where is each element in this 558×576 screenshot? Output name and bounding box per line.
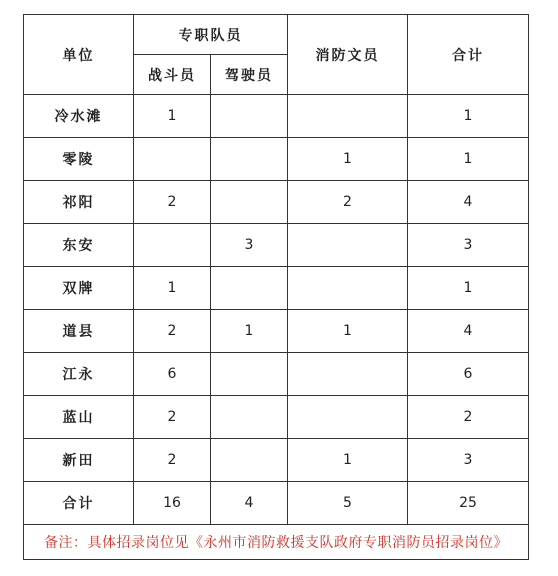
- header-fighter: 战斗员: [134, 55, 211, 95]
- table-row: [24, 267, 529, 310]
- cell-clerk: [288, 224, 408, 267]
- recruitment-table: [23, 14, 529, 560]
- table-row: [24, 181, 529, 224]
- cell-driver: [211, 439, 288, 482]
- footnote: 备注：具体招录岗位见《永州市消防救援支队政府专职消防员招录岗位》: [24, 525, 529, 560]
- total-driver: 4: [211, 482, 288, 525]
- cell-clerk: [288, 396, 408, 439]
- cell-clerk: 1: [288, 310, 408, 353]
- cell-total: 1: [408, 267, 529, 310]
- cell-total: 6: [408, 353, 529, 396]
- cell-driver: [211, 138, 288, 181]
- table-row: [24, 310, 529, 353]
- cell-fighter: 2: [134, 310, 211, 353]
- header-clerk: 消防文员: [288, 15, 408, 95]
- totals-label: 合计: [24, 482, 134, 525]
- header-unit: 单位: [24, 15, 134, 95]
- row-unit: 祁阳: [24, 181, 134, 224]
- row-unit: 冷水滩: [24, 95, 134, 138]
- cell-clerk: [288, 353, 408, 396]
- row-unit: 东安: [24, 224, 134, 267]
- cell-driver: 3: [211, 224, 288, 267]
- cell-clerk: 2: [288, 181, 408, 224]
- table-row: [24, 439, 529, 482]
- header-professional-group: 专职队员: [134, 15, 288, 55]
- cell-total: 4: [408, 181, 529, 224]
- cell-total: 3: [408, 224, 529, 267]
- cell-clerk: [288, 267, 408, 310]
- header-driver: 驾驶员: [211, 55, 288, 95]
- cell-driver: [211, 95, 288, 138]
- cell-total: 1: [408, 95, 529, 138]
- cell-fighter: 2: [134, 396, 211, 439]
- cell-fighter: [134, 138, 211, 181]
- table-row: [24, 353, 529, 396]
- table-row: [24, 95, 529, 138]
- note-row: [24, 525, 529, 560]
- cell-driver: [211, 396, 288, 439]
- table-row: [24, 224, 529, 267]
- cell-driver: [211, 267, 288, 310]
- cell-driver: 1: [211, 310, 288, 353]
- cell-total: 3: [408, 439, 529, 482]
- row-unit: 新田: [24, 439, 134, 482]
- cell-fighter: 2: [134, 181, 211, 224]
- cell-fighter: 6: [134, 353, 211, 396]
- cell-fighter: 2: [134, 439, 211, 482]
- totals-row: [24, 482, 529, 525]
- cell-clerk: 1: [288, 439, 408, 482]
- row-unit: 双牌: [24, 267, 134, 310]
- table-row: [24, 396, 529, 439]
- row-unit: 道县: [24, 310, 134, 353]
- cell-total: 1: [408, 138, 529, 181]
- cell-clerk: 1: [288, 138, 408, 181]
- cell-total: 2: [408, 396, 529, 439]
- total-fighter: 16: [134, 482, 211, 525]
- cell-total: 4: [408, 310, 529, 353]
- cell-fighter: [134, 224, 211, 267]
- cell-driver: [211, 181, 288, 224]
- total-clerk: 5: [288, 482, 408, 525]
- row-unit: 蓝山: [24, 396, 134, 439]
- cell-clerk: [288, 95, 408, 138]
- cell-driver: [211, 353, 288, 396]
- grand-total: 25: [408, 482, 529, 525]
- header-total: 合计: [408, 15, 529, 95]
- row-unit: 零陵: [24, 138, 134, 181]
- cell-fighter: 1: [134, 267, 211, 310]
- row-unit: 江永: [24, 353, 134, 396]
- cell-fighter: 1: [134, 95, 211, 138]
- table-row: [24, 138, 529, 181]
